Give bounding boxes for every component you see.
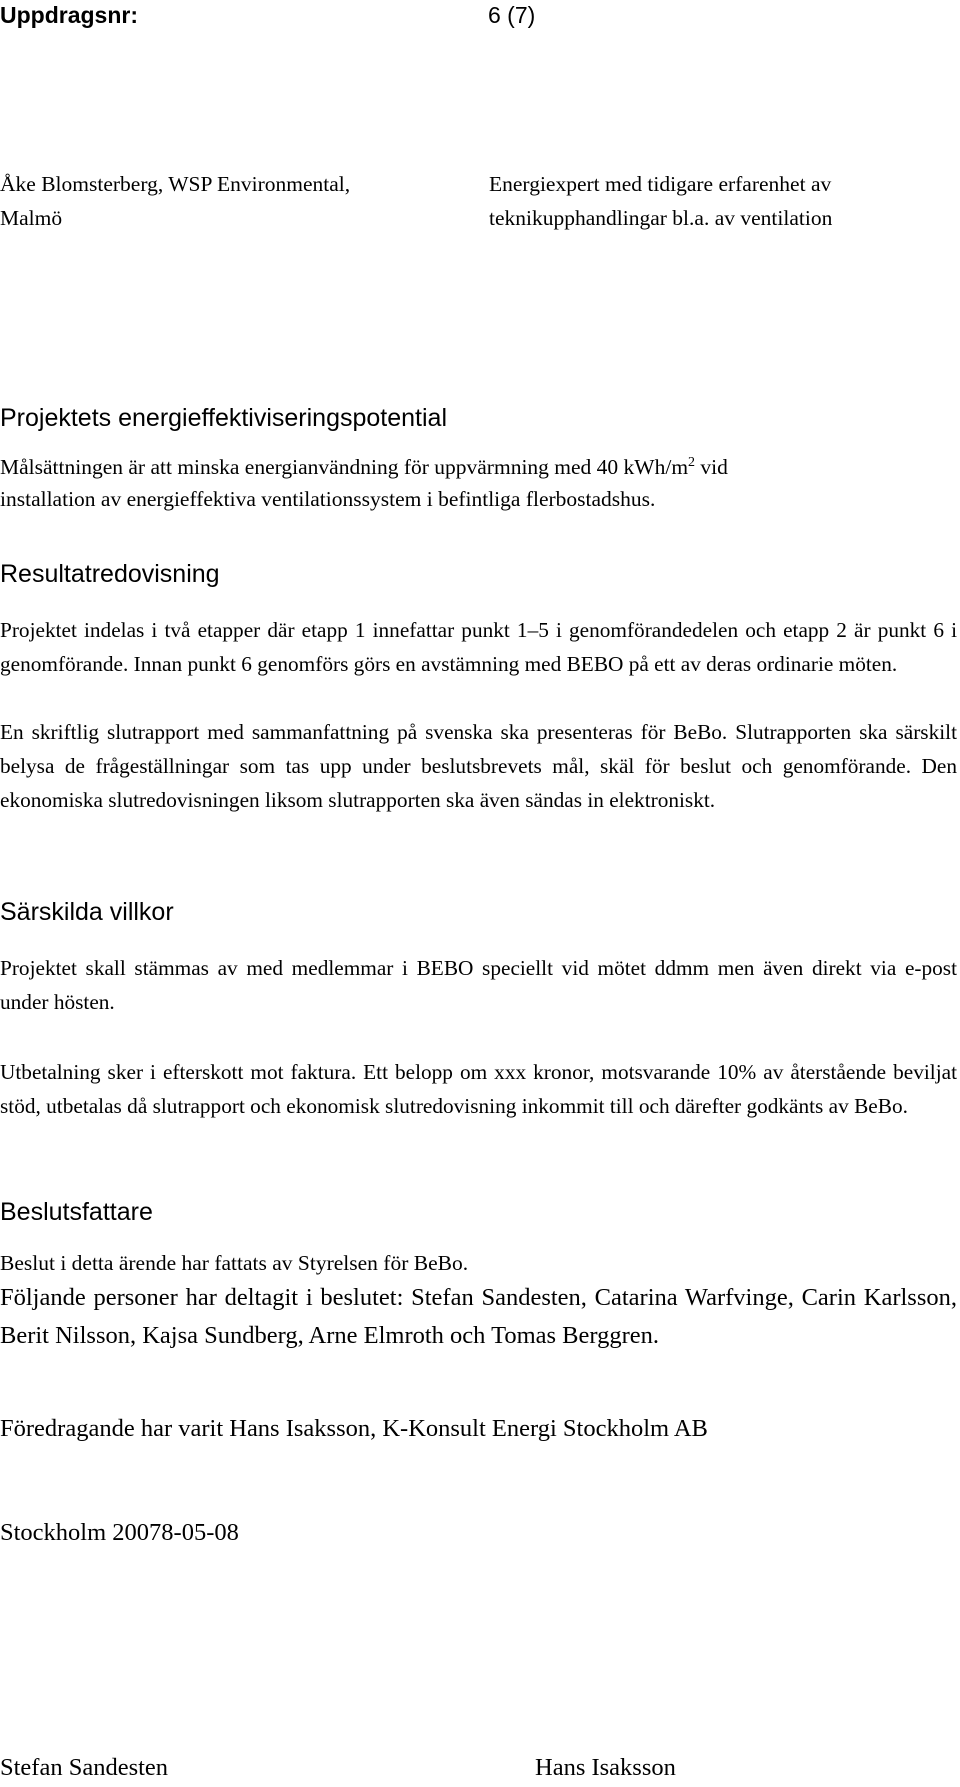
expert-description-line2: teknikupphandlingar bl.a. av ventilation xyxy=(489,206,833,230)
conditions-heading: Särskilda villkor xyxy=(0,898,174,926)
signature-name-left: Stefan Sandesten xyxy=(0,1754,169,1781)
potential-text-line1-main: Målsättningen är att minska energianvändning för uppvärmning med 40 kWh/m xyxy=(0,455,689,479)
assignment-number-label: Uppdragsnr: xyxy=(0,2,138,28)
place-and-date: Stockholm 20078-05-08 xyxy=(0,1519,239,1546)
results-paragraph-2: En skriftlig slutrapport med sammanfattning på svenska ska presenteras för BeBo. Slutrapporten ska särskilt belysa de frågeställningar som tas upp under beslutsbrevets mål, skäl för beslut och genomförande. Den ekonomiska slutredovisningen liksom slutrapporten ska även sändas in elektroniskt. xyxy=(0,720,957,812)
expert-name-line2: Malmö xyxy=(0,206,63,230)
potential-unit-superscript: 2 xyxy=(688,454,696,470)
conditions-paragraph-2: Utbetalning sker i efterskott mot faktura. Ett belopp om xxx kronor, motsvarande 10% av återstående beviljat stöd, utbetalas då slutrapport och ekonomisk slutredovisning inkommit till och därefter godkänts av BeBo. xyxy=(0,1060,957,1118)
potential-text-line1 xyxy=(0,455,728,480)
results-heading: Resultatredovisning xyxy=(0,560,220,588)
potential-heading: Projektets energieffektiviseringspotential xyxy=(0,404,448,432)
decision-line1: Beslut i detta ärende har fattats av Styrelsen för BeBo. xyxy=(0,1251,469,1275)
results-paragraph-1: Projektet indelas i två etapper där etapp 1 innefattar punkt 1–5 i genomförandedelen och etapp 2 är punkt 6 i genomförande. Innan punkt 6 genomförs görs en avstämning med BEBO på ett av deras ordinarie möten. xyxy=(0,618,957,676)
expert-name-line1: Åke Blomsterberg, WSP Environmental, xyxy=(0,172,351,196)
decision-presenter: Föredragande har varit Hans Isaksson, K-Konsult Energi Stockholm AB xyxy=(0,1415,708,1442)
potential-text-line2: installation av energieffektiva ventilationssystem i befintliga flerbostadshus. xyxy=(0,487,656,511)
decision-participants: Följande personer har deltagit i beslutet: Stefan Sandesten, Catarina Warfvinge, Carin Karlsson, Berit Nilsson, Kajsa Sundberg, Arne Elmroth och Tomas Berggren. xyxy=(0,1284,957,1349)
potential-text-line1-end: vid xyxy=(695,455,728,479)
expert-description-line1: Energiexpert med tidigare erfarenhet av xyxy=(489,172,832,196)
page-number: 6 (7) xyxy=(488,2,536,28)
decision-heading: Beslutsfattare xyxy=(0,1198,153,1226)
signature-name-right: Hans Isaksson xyxy=(535,1754,676,1781)
conditions-paragraph-1: Projektet skall stämmas av med medlemmar i BEBO speciellt vid mötet ddmm men även direkt via e-post under hösten. xyxy=(0,956,957,1014)
